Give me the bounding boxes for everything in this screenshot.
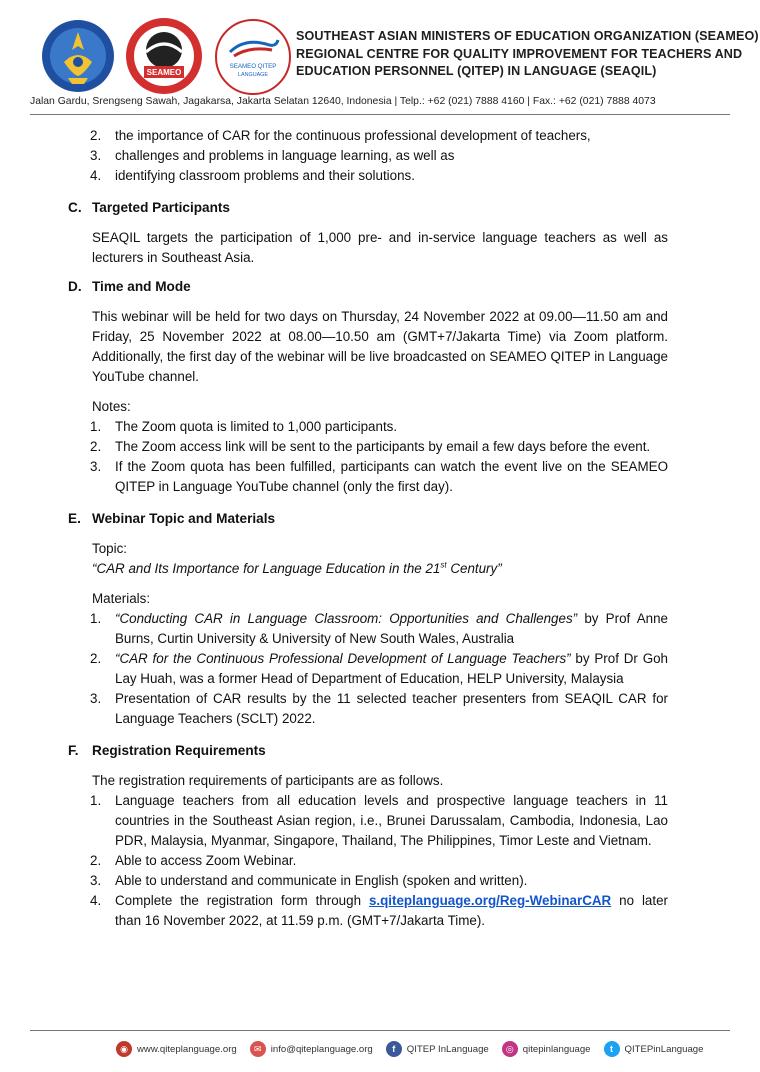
paragraph: SEAQIL targets the participation of 1,000 pre- and in-service language teachers as well as lecturers in Southeast Asia. <box>92 230 668 265</box>
list-text: Able to access Zoom Webinar. <box>115 853 297 868</box>
registration-link[interactable]: s.qiteplanguage.org/Reg-WebinarCAR <box>368 893 612 908</box>
material-details: by Prof Dr Goh Lay Huah, was a former Head of Department of Education, HELP University, Malaysia <box>115 651 669 686</box>
topic-ordinal: st <box>440 560 447 570</box>
list-item <box>68 891 668 931</box>
org-name-line: SOUTHEAST ASIAN MINISTERS OF EDUCATION ORGANIZATION (SEAMEO) <box>296 29 759 43</box>
section-heading-registration <box>68 741 668 761</box>
section-letter: C. <box>68 200 82 215</box>
list-item <box>68 851 668 871</box>
footer-facebook-text: QITEP InLanguage <box>406 1043 489 1055</box>
footer-website-text: www.qiteplanguage.org <box>137 1043 237 1055</box>
list-item <box>68 649 668 689</box>
org-name-line: REGIONAL CENTRE FOR QUALITY IMPROVEMENT FOR TEACHERS AND <box>296 46 743 61</box>
list-text: challenges and problems in language learning, as well as <box>115 148 455 163</box>
list-text: If the Zoom quota has been fulfilled, participants can watch the event live on the SEAMEO QITEP in Language YouTube channel (only the first day). <box>115 459 668 494</box>
list-number: 1. <box>90 419 102 434</box>
registration-text: Complete the registration form through <box>115 893 369 908</box>
footer-email[interactable] <box>250 1041 373 1057</box>
list-text: Able to understand and communicate in English (spoken and written). <box>115 873 528 888</box>
org-name-line: EDUCATION PERSONNEL (QITEP) IN LANGUAGE (SEAQIL) <box>296 64 657 78</box>
section-title: Targeted Participants <box>92 200 230 215</box>
seameo-logo <box>122 14 206 98</box>
footer-twitter-text: QITEPinLanguage <box>624 1043 704 1055</box>
list-text: The Zoom quota is limited to 1,000 participants. <box>115 419 398 434</box>
list-item <box>68 871 668 891</box>
list-text <box>113 649 668 689</box>
list-number: 3. <box>90 691 102 706</box>
topic-title-text: “CAR and Its Importance for Language Education in the 21 <box>92 561 441 576</box>
list-number: 1. <box>90 793 102 808</box>
section-title: Registration Requirements <box>92 743 266 758</box>
list-number: 4. <box>90 893 102 908</box>
list-number: 2. <box>90 853 102 868</box>
section-title: Webinar Topic and Materials <box>92 511 276 526</box>
list-text: Presentation of CAR results by the 11 selected teacher presenters from SEAQIL CAR for Language Teachers (SCLT) 2022. <box>115 691 668 726</box>
section-heading-targeted-participants <box>68 198 668 218</box>
list-text: Language teachers from all education levels and prospective language teachers in 11 countries in the Southeast Asian region, i.e., Brunei Darussalam, Cambodia, Indonesia, Lao PDR, Malaysia, Myanmar, Singapore, Thailand, The Philippines, Timor Leste and Vietnam. <box>115 793 668 848</box>
paragraph: This webinar will be held for two days on Thursday, 24 November 2022 at 09.00—11.50 am and Friday, 25 November 2022 at 08.00—10.50 am (GMT+7/Jakarta Time) via Zoom platform. Additionally, the first day of the webinar will be live broadcasted on SEAMEO QITEP in Language YouTube channel. <box>92 309 668 384</box>
list-number: 2. <box>90 439 102 454</box>
seameo-qitep-language-logo <box>214 18 292 96</box>
list-number: 3. <box>90 459 102 474</box>
list-number: 1. <box>90 611 102 626</box>
globe-icon: ◉ <box>116 1041 132 1057</box>
footer-instagram-text: qitepinlanguage <box>522 1043 591 1055</box>
section-title: Time and Mode <box>92 279 191 294</box>
list-item <box>68 791 668 851</box>
list-item <box>68 689 668 729</box>
footer-divider <box>30 1030 730 1031</box>
material-details: by Prof Anne Burns, Curtin University & University of New South Wales, Australia <box>115 611 668 646</box>
topic-title-end: Century” <box>446 561 502 576</box>
list-item <box>68 457 668 497</box>
address-line: Jalan Gardu, Srengseng Sawah, Jagakarsa, Jakarta Selatan 12640, Indonesia | Telp.: +62 (021) 7888 4160 | Fax.: +62 (021) 7888 4073 <box>30 96 656 107</box>
topic-label: Topic: <box>92 541 127 556</box>
footer-facebook[interactable] <box>386 1041 489 1057</box>
organization-name <box>296 28 759 81</box>
list-text: identifying classroom problems and their solutions. <box>115 168 415 183</box>
svg-text:SEAMEO QITEP: SEAMEO QITEP <box>229 63 277 70</box>
list-number: 4. <box>90 168 102 183</box>
document-body <box>68 126 668 931</box>
footer-instagram[interactable] <box>502 1041 591 1057</box>
list-number: 2. <box>90 651 102 666</box>
list-text <box>113 609 668 649</box>
section-heading-webinar-topic <box>68 509 668 529</box>
section-letter: F. <box>68 743 79 758</box>
list-number: 3. <box>90 148 102 163</box>
email-icon: ✉ <box>250 1041 266 1057</box>
notes-label: Notes: <box>92 399 131 414</box>
header-divider <box>30 114 730 115</box>
list-number: 2. <box>90 128 102 143</box>
svg-text:LANGUAGE: LANGUAGE <box>238 72 268 78</box>
list-item <box>68 166 668 186</box>
footer-email-text: info@qiteplanguage.org <box>270 1043 373 1055</box>
instagram-icon: ◎ <box>502 1041 518 1057</box>
registration-deadline: no later than 16 November 2022, at 11.59 p.m. (GMT+7/Jakarta Time). <box>115 893 669 928</box>
material-title: “Conducting CAR in Language Classroom: Opportunities and Challenges” <box>115 611 578 626</box>
footer-contacts <box>116 1040 716 1058</box>
material-title: “CAR for the Continuous Professional Development of Language Teachers” <box>115 651 571 666</box>
twitter-icon: t <box>604 1041 620 1057</box>
footer-twitter[interactable] <box>604 1041 704 1057</box>
list-text: The Zoom access link will be sent to the participants by email a few days before the event. <box>115 439 651 454</box>
list-item <box>68 437 668 457</box>
section-heading-time-and-mode <box>68 277 668 297</box>
materials-label: Materials: <box>92 591 151 606</box>
facebook-icon: f <box>386 1041 402 1057</box>
header-logos <box>40 14 300 100</box>
list-item <box>68 417 668 437</box>
list-text <box>113 891 668 931</box>
section-letter: D. <box>68 279 82 294</box>
list-item <box>68 146 668 166</box>
paragraph: The registration requirements of participants are as follows. <box>92 773 444 788</box>
footer-website[interactable] <box>116 1041 237 1057</box>
topic-title <box>92 559 668 579</box>
list-item <box>68 126 668 146</box>
list-item <box>68 609 668 649</box>
section-letter: E. <box>68 511 81 526</box>
seameo-logo-text: SEAMEO <box>146 68 182 77</box>
list-text: the importance of CAR for the continuous professional development of teachers, <box>115 128 591 143</box>
tut-wuri-handayani-logo <box>40 18 116 94</box>
list-number: 3. <box>90 873 102 888</box>
